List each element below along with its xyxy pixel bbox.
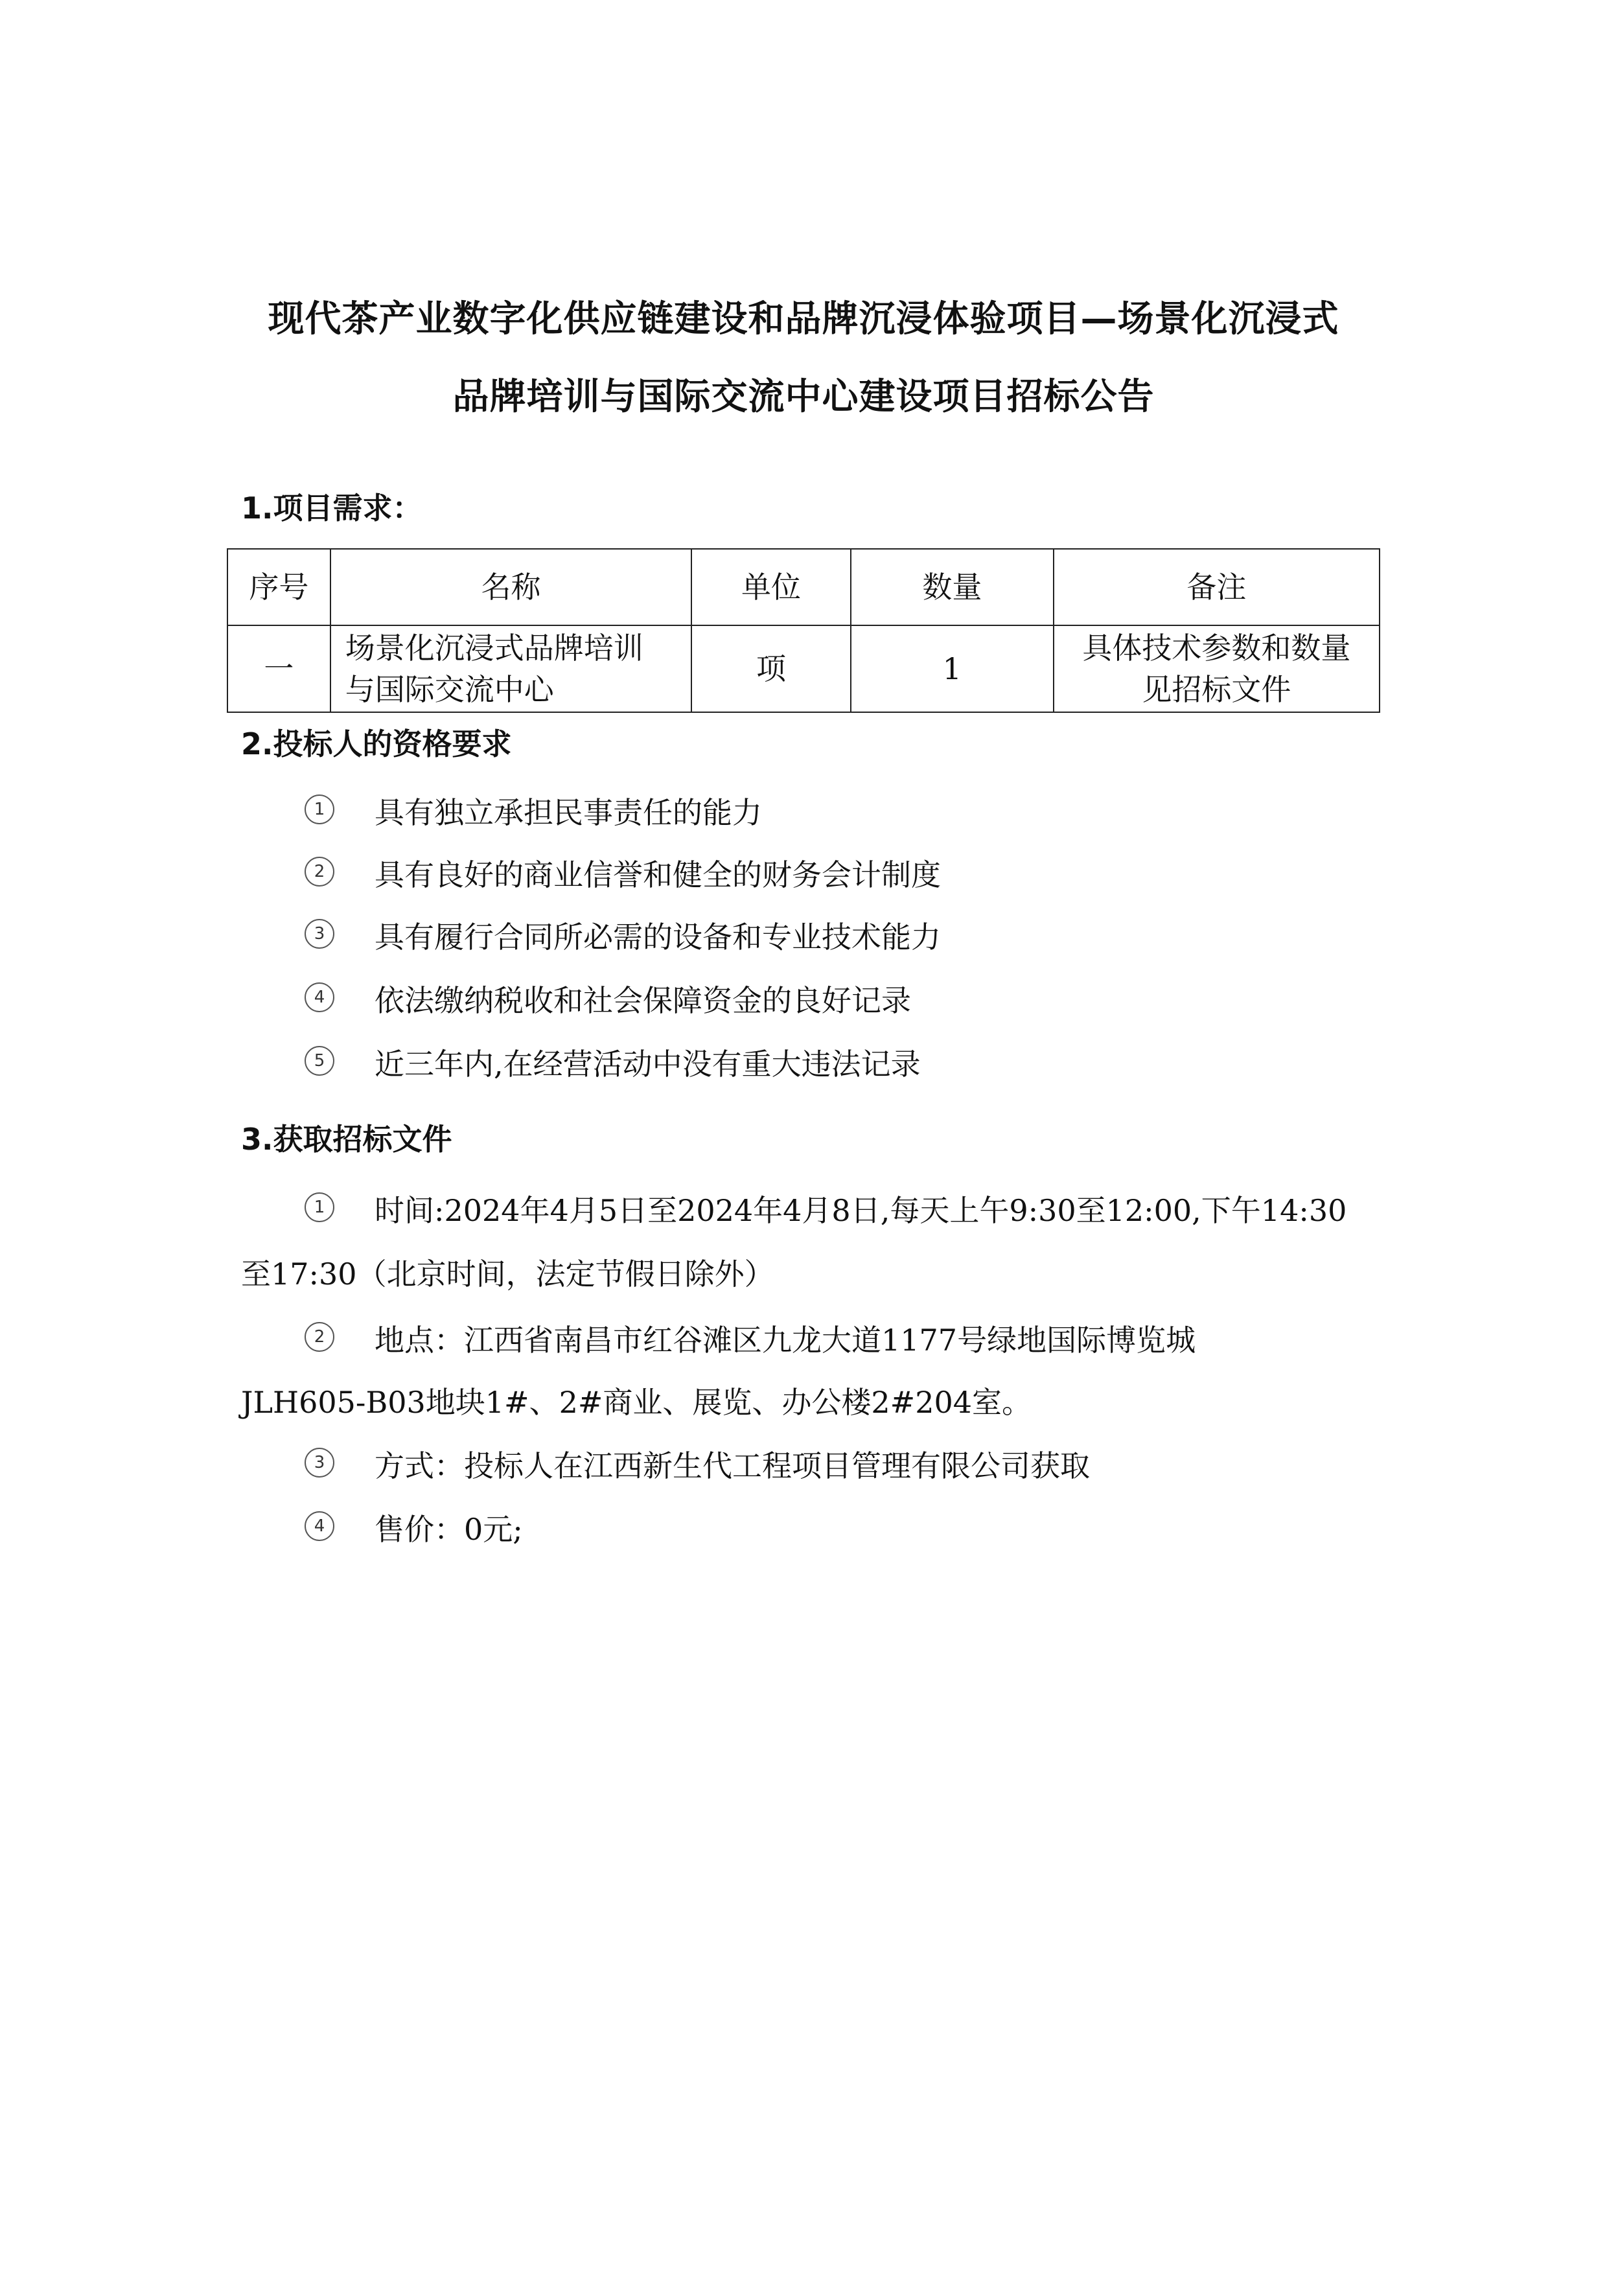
list-number: 3: [305, 919, 334, 949]
table-row: [227, 625, 1380, 712]
header-no: 序号: [227, 549, 330, 625]
cell-no: 一: [227, 625, 330, 712]
cell-name: [330, 625, 692, 712]
list-item-continuation: 至17:30（北京时间，法定节假日除外）: [241, 1257, 774, 1292]
list-number: 1: [305, 794, 334, 824]
list-item: 具有良好的商业信誉和健全的财务会计制度: [375, 857, 941, 892]
table-header-row: [227, 549, 1380, 625]
header-name: 名称: [330, 549, 692, 625]
header-qty: 数量: [851, 549, 1054, 625]
list-item: 售价：0元;: [375, 1512, 523, 1547]
header-note: 备注: [1054, 549, 1380, 625]
cell-name-line-2: 与国际交流中心: [345, 672, 554, 707]
section-3-heading: 3.获取招标文件: [241, 1122, 452, 1157]
list-number: 2: [305, 857, 334, 887]
list-number: 4: [305, 982, 334, 1012]
section-2-heading: 2.投标人的资格要求: [241, 726, 512, 761]
list-item: 近三年内,在经营活动中没有重大违法记录: [375, 1047, 921, 1082]
list-item-continuation: JLH605-B03地块1#、2#商业、展览、办公楼2#204室。: [241, 1385, 1032, 1420]
requirements-table: [227, 548, 1380, 713]
list-number: 5: [305, 1046, 334, 1076]
list-item: 地点：江西省南昌市红谷滩区九龙大道1177号绿地国际博览城: [375, 1323, 1196, 1358]
cell-note-line-2: 见招标文件: [1142, 672, 1291, 707]
title-line-2: 品牌培训与国际交流中心建设项目招标公告: [452, 376, 1155, 418]
title-line-1: 现代茶产业数字化供应链建设和品牌沉浸体验项目—场景化沉浸式: [268, 298, 1339, 340]
list-item: 方式：投标人在江西新生代工程项目管理有限公司获取: [375, 1448, 1090, 1483]
cell-name-line-1: 场景化沉浸式品牌培训: [345, 631, 643, 666]
list-number: 4: [305, 1511, 334, 1541]
header-unit: 单位: [691, 549, 851, 625]
cell-qty: 1: [851, 625, 1054, 712]
list-number: 3: [305, 1448, 334, 1478]
list-item: 依法缴纳税收和社会保障资金的良好记录: [375, 983, 911, 1018]
cell-note: [1054, 625, 1380, 712]
list-number: 1: [305, 1192, 334, 1222]
cell-unit: 项: [691, 625, 851, 712]
list-item: 时间:2024年4月5日至2024年4月8日,每天上午9:30至12:00,下午14:30: [375, 1193, 1347, 1228]
list-number: 2: [305, 1322, 334, 1352]
section-1-heading: 1.项目需求：: [241, 491, 422, 526]
cell-note-line-1: 具体技术参数和数量: [1082, 631, 1351, 666]
list-item: 具有履行合同所必需的设备和专业技术能力: [375, 920, 941, 955]
list-item: 具有独立承担民事责任的能力: [375, 795, 762, 830]
